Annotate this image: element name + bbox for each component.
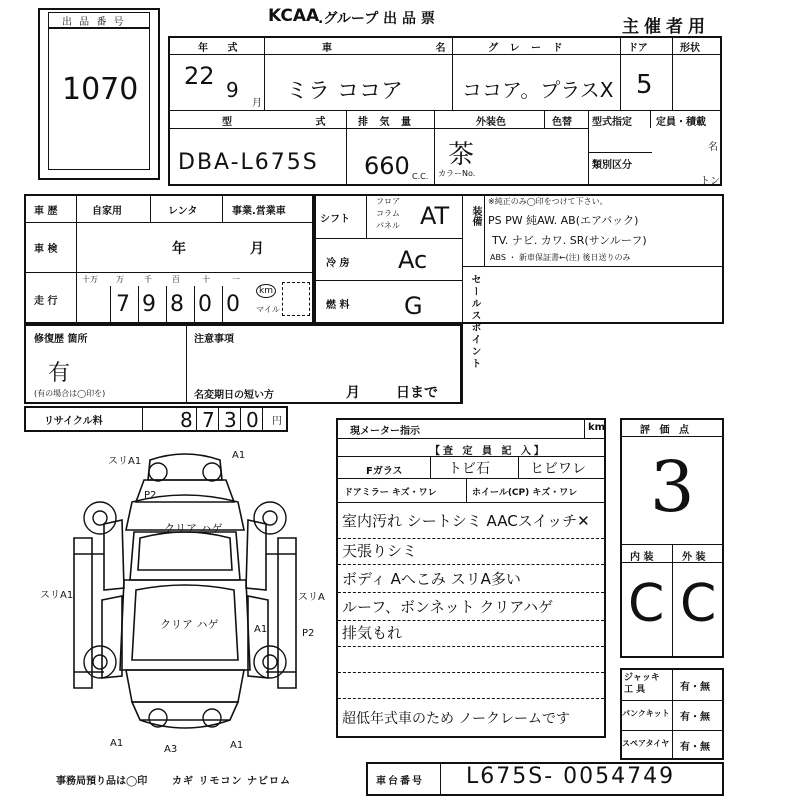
notes-label: 注意事項 [194,334,234,345]
shift-option-panel: パネル [376,221,400,230]
history-option-business: 事業.営業車 [232,206,286,217]
month-value: 9 [226,78,239,102]
name-label: 車 名 [322,43,496,54]
repair-label: 修復歴 箇所 [34,334,88,345]
spare-label: スペアタイヤ [622,739,670,748]
damage-mark-hood-p2: P2 [144,490,157,501]
fuel-value: G [404,292,423,320]
mileage-digit-1: 7 [116,292,130,317]
damage-mark-hood-clear: クリア ハゲ [164,522,223,535]
mileage-mile: マイル [256,305,280,314]
renewal-day: 日まで [396,385,438,401]
inspection-label: 車 検 [34,244,58,255]
year-label: 年 式 [198,43,246,54]
puncture-value: 有・無 [680,712,710,723]
glass-label: Fガラス [366,466,403,477]
mileage-digit-5: 0 [226,292,240,317]
ac-label: 冷 房 [326,258,350,269]
score-label: 評 価 点 [640,425,692,436]
inspection-year: 年 [172,241,186,257]
month-unit: 月 [252,98,262,109]
body-label: 形状 [680,43,700,54]
lot-label: 出 品 番 号 [62,17,126,28]
displacement-label: 排 気 量 [358,117,415,128]
equip-line-3: ABS ・ 新車保証書←(注) 後日送りのみ [490,253,631,262]
repair-value: 有 [48,361,71,386]
recycle-digit-4: 0 [246,408,259,432]
mileage-digit-2: 9 [142,292,156,317]
recycle-digit-3: 3 [224,408,237,432]
color-no-label: カラーNo. [438,169,476,178]
capacity-unit-tons: トン [700,176,720,187]
sales-point-label: セールスポイント [469,274,480,370]
capacity-unit-persons: 名 [708,142,718,153]
glass-value-crack: ヒビワレ [530,461,586,477]
recycle-digit-1: 8 [180,408,193,432]
capacity-label: 定員・積載 [656,117,706,128]
mileage-digit-4: 0 [198,292,212,317]
brand-logo: KCAA [268,6,320,26]
mileage-km: km [256,284,276,298]
mileage-digit-3: 8 [170,292,184,317]
chassis-label: 車台番号 [376,776,424,787]
shift-option-column: コラム [376,209,400,218]
renewal-month: 月 [346,385,360,401]
chassis-value: L675S- 0054749 [466,764,676,789]
score-value: 3 [650,446,695,528]
damage-mark-rear-center: A3 [164,744,178,755]
doors-value: 5 [636,70,653,100]
custody-label: 事務局預り品は◯印 [56,776,148,787]
jack-value: 有・無 [680,682,710,693]
remark-line-1: 室内汚れ シートシミ AACスイッチ✕ [342,512,590,530]
equip-label: 装備 [470,206,481,226]
meter-label: 現メーター指示 [350,426,420,437]
damage-mark-roof-clear: クリア ハゲ [160,618,219,631]
car-name-value: ミラ ココア [286,79,403,104]
damage-mark-front-right: A1 [232,450,246,461]
damage-mark-right-p2: P2 [302,628,315,639]
exterior-label: 外 装 [682,552,706,563]
category-label: 類別区分 [592,160,632,171]
jack-label: ジャッキ 工 具 [624,673,660,695]
recycle-label: リサイクル料 [44,416,103,427]
remark-line-2: 天張りシミ [342,542,418,560]
exterior-color-label: 外装色 [476,117,506,128]
lot-number: 1070 [62,72,139,107]
damage-mark-right-side: スリA [298,592,325,603]
year-value: 22 [184,62,215,90]
grade-value: ココア。プラスX [462,78,614,102]
mirror-label: ドアミラー キズ・ワレ [344,488,437,498]
type-designation-label: 型式指定 [592,117,632,128]
damage-mark-rear-right: A1 [230,740,244,751]
footer-remark: 超低年式車のため ノークレームです [342,711,571,727]
color-change-label: 色替 [552,117,572,128]
spare-value: 有・無 [680,742,710,753]
shift-option-floor: フロア [376,197,400,206]
interior-value: C [628,574,665,634]
equip-line-2: TV. ナビ. カワ. SR(サンルーフ) [492,234,647,247]
history-option-private: 自家用 [92,206,122,217]
short-renewal-label: 名変期日の短い方 [194,390,274,401]
model-label: 型 式 [222,117,366,128]
appraiser-label: 【査 定 員 記 入】 [430,446,547,457]
interior-label: 内 装 [630,552,654,563]
model-value: DBA-L675S [178,150,319,175]
exterior-value: C [680,574,717,634]
meter-unit: km [588,422,606,433]
shift-label: シフト [320,214,350,225]
doors-label: ドア [628,43,648,54]
grade-label: グ レ ー ド [488,43,567,54]
shift-value: AT [420,202,450,230]
recycle-unit: 円 [272,416,282,427]
damage-mark-right-rear: A1 [254,624,268,635]
repair-note: (有の場合は◯印を) [34,389,106,398]
fuel-label: 燃 料 [326,300,350,311]
car-diagram [40,440,330,760]
equip-note: ※純正のみ◯印をつけて下さい。 [488,197,608,206]
exterior-color-value: 茶 [448,140,475,170]
wheel-label: ホイール(CP) キズ・ワレ [472,488,578,498]
inspection-month: 月 [250,241,264,257]
corner-label: 主催者用 [622,17,710,37]
history-label: 車 歴 [34,206,58,217]
mileage-label: 走 行 [34,296,58,307]
ac-value: Ac [398,246,428,274]
damage-mark-rear-left: A1 [110,738,124,749]
history-option-rental: レンタ [168,206,198,217]
remark-line-4: ルーフ、ボンネット クリアハゲ [342,598,554,616]
form-title: .グループ 出 品 票 [318,11,435,27]
damage-mark-front-left: スリA1 [108,456,142,467]
puncture-label: パンクキット [622,709,670,718]
glass-value-chip: トビ石 [448,461,490,477]
damage-mark-left-side: スリA1 [40,590,74,601]
equip-line-1: PS PW 純AW. AB(エアバック) [488,214,639,227]
remark-line-3: ボディ Aへこみ スリA多い [342,570,521,588]
recycle-digit-2: 7 [202,408,215,432]
custody-items: カギ リモコン ナビロム [172,776,291,787]
remark-line-5: 排気もれ [342,624,403,642]
displacement-value: 660 [364,152,410,180]
displacement-unit: C.C. [412,172,429,181]
